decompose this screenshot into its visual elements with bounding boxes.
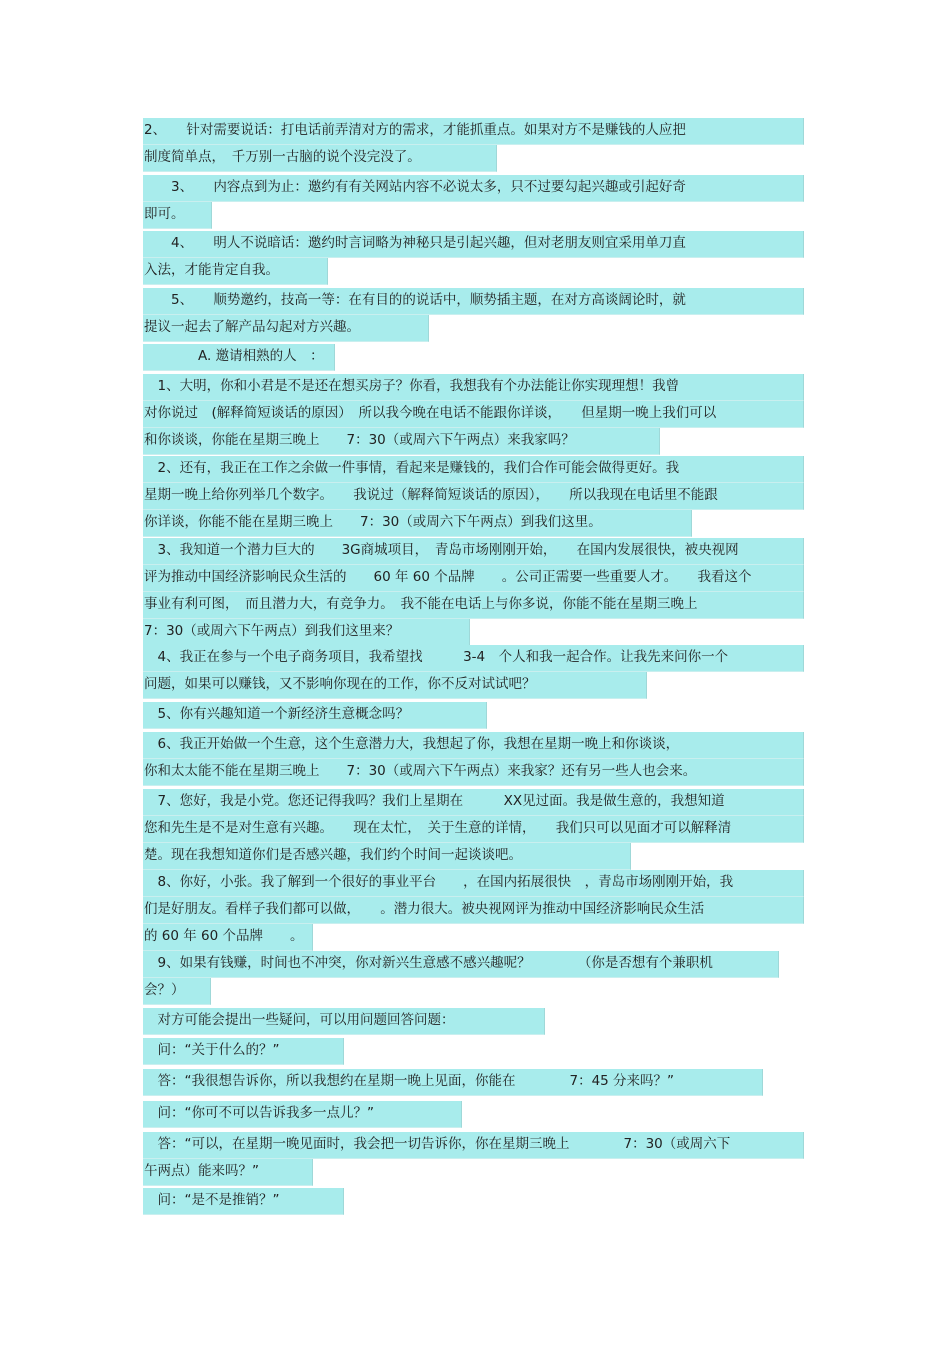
text-line: 答：“我很想告诉你，所以我想约在星期一晚上见面，你能在 7：45 分来吗？” <box>143 1069 763 1096</box>
text-line: 3、 内容点到为止：邀约有有关网站内容不必说太多，只不过要勾起兴趣或引起好奇 <box>143 175 804 202</box>
paragraph-example-2 <box>143 456 804 537</box>
text-line: 评为推动中国经济影响民众生活的 60 年 60 个品牌 。公司正需要一些重要人才。 我看这个 <box>143 565 804 592</box>
text-line: 9、如果有钱赚，时间也不冲突，你对新兴生意感不感兴趣呢？ （你是否想有个兼职机 <box>143 951 779 978</box>
text-line: 2、还有，我正在工作之余做一件事情，看起来是赚钱的，我们合作可能会做得更好。我 <box>143 456 804 483</box>
paragraph-example-8 <box>143 870 804 951</box>
text-line: 4、我正在参与一个电子商务项目，我希望找 3-4 个人和我一起合作。让我先来问你一个 <box>143 645 804 672</box>
paragraph-3 <box>143 231 804 285</box>
text-line: 5、 顺势邀约，技高一等：在有目的的说话中，顺势插主题，在对方高谈阔论时，就 <box>143 288 804 315</box>
paragraph-1 <box>143 118 804 172</box>
text-line: 6、我正开始做一个生意，这个生意潜力大，我想起了你，我想在星期一晚上和你谈谈， <box>143 732 804 759</box>
paragraph-example-3 <box>143 538 804 646</box>
section-heading: A. 邀请相熟的人 ： <box>143 344 335 371</box>
text-line: 问：“是不是推销？” <box>143 1188 344 1215</box>
text-line: 会？） <box>143 978 211 1005</box>
text-line: 答：“可以，在星期一晚见面时，我会把一切告诉你，你在星期三晚上 7：30（或周六下 <box>143 1132 804 1159</box>
text-line: 午两点）能来吗？” <box>143 1159 313 1186</box>
text-line: 4、 明人不说暗话：邀约时言词略为神秘只是引起兴趣，但对老朋友则宜采用单刀直 <box>143 231 804 258</box>
paragraph-example-9 <box>143 951 779 1005</box>
text-line: 1、大明，你和小君是不是还在想买房子？你看，我想我有个办法能让你实现理想！我曾 <box>143 374 804 401</box>
paragraph-objections-intro <box>143 1008 545 1035</box>
text-line: 楚。现在我想知道你们是否感兴趣，我们约个时间一起谈谈吧。 <box>143 843 631 870</box>
paragraph-example-5 <box>143 702 487 729</box>
text-line: 问：“关于什么的？” <box>143 1038 344 1065</box>
text-line: 问题，如果可以赚钱，又不影响你现在的工作，你不反对试试吧？ <box>143 672 647 699</box>
text-line: 您和先生是不是对生意有兴趣。 现在太忙， 关于生意的详情， 我们只可以见面才可以解释清 <box>143 816 804 843</box>
qa-question-2 <box>143 1101 462 1128</box>
paragraph-2 <box>143 175 804 229</box>
text-line: 制度简单点， 千万别一古脑的说个没完没了。 <box>143 145 497 172</box>
text-line: 对你说过 (解释简短谈话的原因） 所以我今晚在电话不能跟你详谈， 但星期一晚上我们可以 <box>143 401 804 428</box>
text-line: 你详谈，你能不能在星期三晚上 7：30（或周六下午两点）到我们这里。 <box>143 510 692 537</box>
paragraph-4 <box>143 288 804 342</box>
text-line: 问：“你可不可以告诉我多一点儿？” <box>143 1101 462 1128</box>
qa-answer-1 <box>143 1069 763 1096</box>
text-line: 7：30（或周六下午两点）到我们这里来？ <box>143 619 470 646</box>
text-line: 对方可能会提出一些疑问，可以用问题回答问题： <box>143 1008 545 1035</box>
text-line: 5、你有兴趣知道一个新经济生意概念吗？ <box>143 702 487 729</box>
qa-answer-2 <box>143 1132 804 1186</box>
text-line: 入法，才能肯定自我。 <box>143 258 328 285</box>
qa-question-1 <box>143 1038 344 1065</box>
text-line: 3、我知道一个潜力巨大的 3G商城项目， 青岛市场刚刚开始， 在国内发展很快，被央视网 <box>143 538 804 565</box>
paragraph-example-4 <box>143 645 804 699</box>
text-line: 你和太太能不能在星期三晚上 7：30（或周六下午两点）来我家？还有另一些人也会来。 <box>143 759 804 786</box>
text-line: 们是好朋友。看样子我们都可以做， 。潜力很大。被央视网评为推动中国经济影响民众生活 <box>143 897 804 924</box>
text-line: 8、你好，小张。我了解到一个很好的事业平台 ，在国内拓展很快 ，青岛市场刚刚开始，我 <box>143 870 804 897</box>
paragraph-example-6 <box>143 732 804 786</box>
text-line: 和你谈谈，你能在星期三晚上 7：30（或周六下午两点）来我家吗？ <box>143 428 660 455</box>
text-line: 7、您好，我是小党。您还记得我吗？我们上星期在 XX见过面。我是做生意的，我想知道 <box>143 789 804 816</box>
text-line: 即可。 <box>143 202 212 229</box>
paragraph-example-1 <box>143 374 804 455</box>
paragraph-heading-a <box>143 344 335 371</box>
text-line: 星期一晚上给你列举几个数字。 我说过（解释简短谈话的原因）， 所以我现在电话里不能跟 <box>143 483 804 510</box>
qa-question-3 <box>143 1188 344 1215</box>
text-line: 提议一起去了解产品勾起对方兴趣。 <box>143 315 429 342</box>
text-line: 2、 针对需要说话：打电话前弄清对方的需求，才能抓重点。如果对方不是赚钱的人应把 <box>143 118 804 145</box>
paragraph-example-7 <box>143 789 804 870</box>
text-line: 的 60 年 60 个品牌 。 <box>143 924 313 951</box>
text-line: 事业有利可图， 而且潜力大，有竞争力。 我不能在电话上与你多说，你能不能在星期三晚上 <box>143 592 804 619</box>
